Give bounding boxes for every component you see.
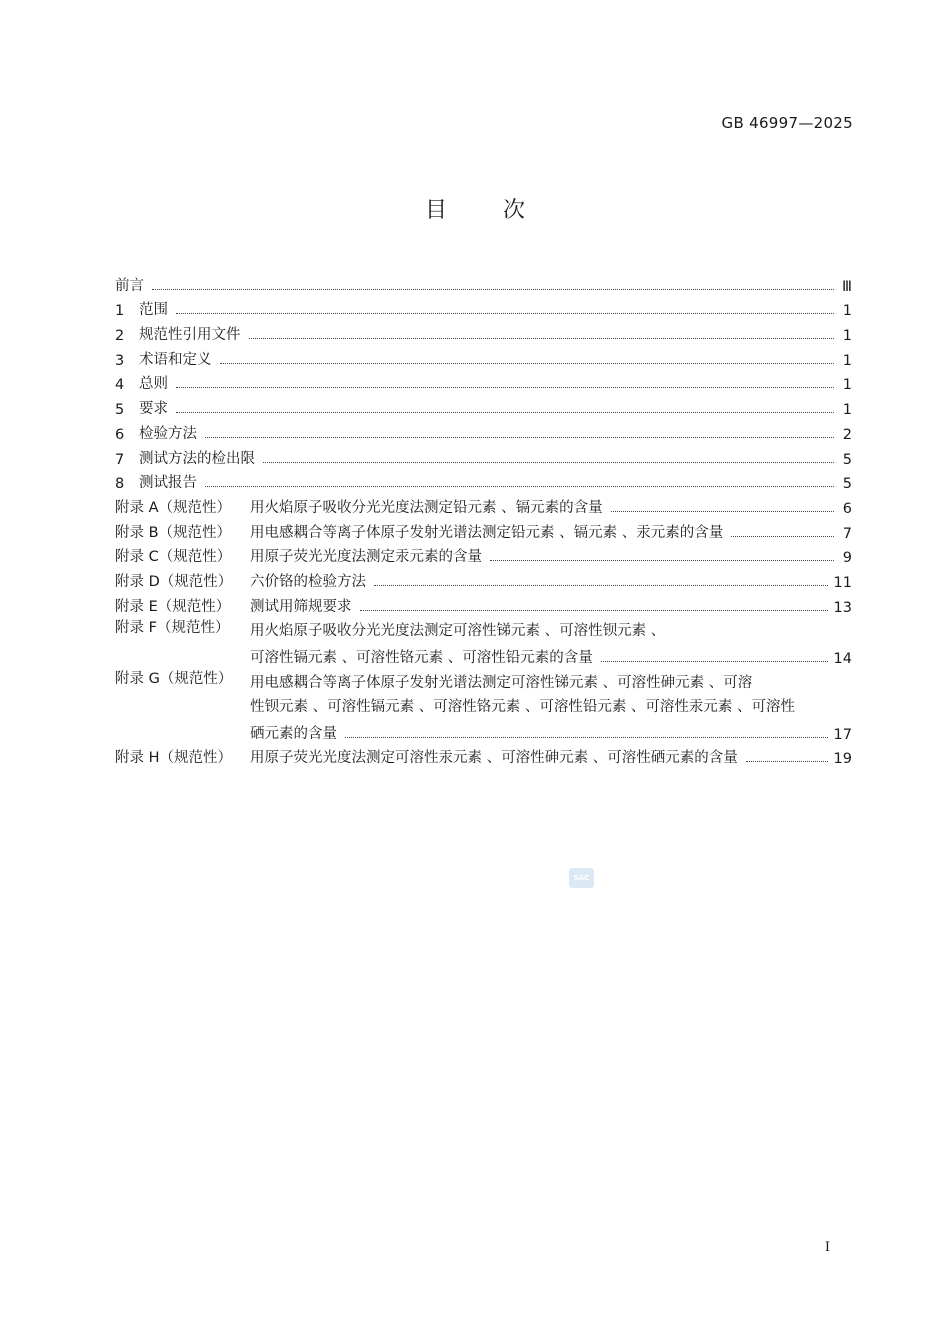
toc-annex-g[interactable] (115, 667, 852, 743)
toc-entry-label: 术语和定义 (139, 351, 212, 368)
annex-title: 测试用筛规要求 (250, 598, 352, 615)
toc-entry-label: 范围 (139, 302, 168, 319)
toc-entry-page: 1 (842, 402, 852, 419)
annex-title: 用火焰原子吸收分光光度法测定可溶性锑元素 、可溶性钡元素 、 (250, 623, 666, 640)
toc-entry[interactable] (115, 393, 852, 418)
toc-annex-f[interactable] (115, 616, 852, 667)
toc-entry[interactable] (115, 418, 852, 443)
annex-label: 附录 B（规范性） (115, 524, 232, 541)
toc-entry-page: 1 (842, 352, 852, 369)
toc-entry-number: 5 (115, 402, 125, 419)
annex-title: 用电感耦合等离子体原子发射光谱法测定铅元素 、镉元素 、汞元素的含量 (250, 524, 724, 541)
dot-leader (601, 661, 828, 662)
toc-entry-page: 1 (842, 377, 852, 394)
dot-leader (490, 560, 834, 561)
toc-entry[interactable] (115, 295, 852, 320)
annex-label: 附录 D（规范性） (115, 573, 233, 590)
toc-entry-label: 测试报告 (139, 475, 197, 492)
annex-label: 附录 F（规范性） (115, 619, 230, 636)
annex-label: 附录 A（规范性） (115, 499, 232, 516)
dot-leader (176, 313, 834, 314)
dot-leader (731, 536, 834, 537)
toc-annex-c[interactable] (115, 542, 852, 567)
toc-entry-label: 测试方法的检出限 (139, 450, 255, 467)
page-title: 目次 (424, 198, 581, 223)
annex-title: 用原子荧光光度法测定可溶性汞元素 、可溶性砷元素 、可溶性硒元素的含量 (250, 750, 738, 767)
toc-entry[interactable] (115, 319, 852, 344)
dot-leader (249, 338, 835, 339)
toc-entry-page: 9 (842, 550, 852, 567)
toc-entry-page: 1 (842, 303, 852, 320)
annex-label: 附录 G（规范性） (115, 670, 233, 687)
toc-entry-number: 4 (115, 377, 125, 394)
toc-entry-page: 1 (842, 328, 852, 345)
toc-entry-page: 2 (842, 426, 852, 443)
annex-title: 硒元素的含量 (250, 725, 337, 742)
annex-label: 附录 H（规范性） (115, 750, 233, 767)
toc-entry-number: 7 (115, 451, 125, 468)
toc-entry-page: 7 (842, 525, 852, 542)
toc-entry-number: 8 (115, 476, 125, 493)
dot-leader (176, 387, 834, 388)
toc-entry-page: 5 (842, 476, 852, 493)
annex-title: 用电感耦合等离子体原子发射光谱法测定可溶性锑元素 、可溶性砷元素 、可溶 (250, 674, 753, 691)
toc-annex-e[interactable] (115, 591, 852, 616)
annex-title: 可溶性镉元素 、可溶性铬元素 、可溶性铅元素的含量 (250, 649, 593, 666)
page-number: I (824, 1240, 830, 1255)
dot-leader (176, 412, 834, 413)
toc-entry[interactable] (115, 344, 852, 369)
toc-entry-page: 17 (833, 726, 852, 743)
dot-leader (205, 486, 834, 487)
toc-entry-page: 13 (833, 599, 852, 616)
annex-label: 附录 E（规范性） (115, 598, 231, 615)
standard-code: GB 46997—2025 (721, 114, 853, 132)
annex-title: 六价铬的检验方法 (250, 573, 366, 590)
toc-entry-page: 14 (833, 650, 852, 667)
dot-leader (152, 289, 834, 290)
dot-leader (205, 437, 834, 438)
annex-title: 用火焰原子吸收分光光度法测定铅元素 、镉元素的含量 (250, 499, 603, 516)
annex-title-line (250, 716, 852, 743)
annex-title: 用原子荧光光度法测定汞元素的含量 (250, 549, 482, 566)
toc-entry-number: 1 (115, 303, 125, 320)
table-of-contents (115, 270, 852, 767)
dot-leader (746, 761, 828, 762)
toc-entry-page: 11 (833, 574, 852, 591)
annex-title-block (250, 667, 852, 743)
annex-label: 附录 C（规范性） (115, 549, 232, 566)
annex-title-block (250, 616, 852, 667)
watermark-logo: SAC (569, 868, 594, 888)
toc-entry-label: 检验方法 (139, 425, 197, 442)
toc-entry-label: 总则 (139, 376, 168, 393)
annex-title-line (250, 640, 852, 667)
toc-annex-h[interactable] (115, 743, 852, 768)
annex-title-line (250, 667, 852, 692)
toc-entry-label: 规范性引用文件 (139, 327, 241, 344)
toc-entry-number: 6 (115, 426, 125, 443)
toc-entry-number: 2 (115, 328, 125, 345)
toc-annex-a[interactable] (115, 492, 852, 517)
toc-entry-page: 19 (833, 751, 852, 768)
toc-entry[interactable] (115, 369, 852, 394)
toc-entry-label: 前言 (115, 277, 144, 294)
toc-entry-foreword[interactable] (115, 270, 852, 295)
toc-entry-label: 要求 (139, 401, 168, 418)
toc-entry[interactable] (115, 468, 852, 493)
dot-leader (611, 511, 834, 512)
dot-leader (220, 363, 835, 364)
toc-entry-page: 6 (842, 500, 852, 517)
dot-leader (360, 610, 828, 611)
annex-title-line (250, 616, 852, 641)
dot-leader (345, 737, 828, 738)
dot-leader (263, 462, 834, 463)
toc-entry-page: 5 (842, 451, 852, 468)
annex-title-line (250, 692, 852, 717)
toc-annex-b[interactable] (115, 517, 852, 542)
annex-title: 性钡元素 、可溶性镉元素 、可溶性铬元素 、可溶性铅元素 、可溶性汞元素 、可溶性 (250, 699, 796, 716)
dot-leader (374, 585, 828, 586)
toc-entry-number: 3 (115, 352, 125, 369)
toc-annex-d[interactable] (115, 566, 852, 591)
toc-entry[interactable] (115, 443, 852, 468)
toc-entry-page: Ⅲ (842, 278, 852, 295)
